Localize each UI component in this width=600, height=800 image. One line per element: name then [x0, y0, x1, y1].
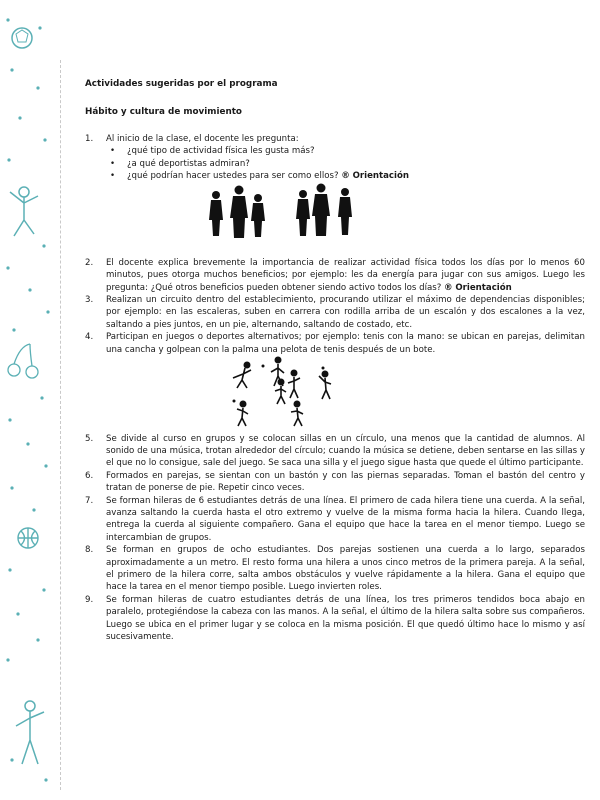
item-number: 1. [85, 133, 94, 144]
children-silhouettes-image [85, 182, 585, 252]
bullet-item [106, 170, 585, 182]
orientation-label: Orientación [455, 282, 512, 293]
child-jumping-icon [10, 187, 38, 236]
bullet-text: ¿qué podrían hacer ustedes para ser como ellos? [127, 171, 339, 182]
page-heading: Actividades sugeridas por el programa [85, 79, 278, 89]
bullet-item [106, 158, 585, 170]
item-number: 9. [85, 594, 94, 605]
item-text: El docente explica brevemente la importancia de realizar actividad física todos los días por lo menos 60 minutos, pues otorga muchos beneficios; por ejemplo: les da energía para jugar con sus amigos. Luego les pregunta: ¿Qué otros beneficios pueden obtener siendo activo todos los días? [106, 257, 585, 293]
list-item [85, 133, 585, 183]
list-item [85, 433, 585, 470]
soccer-ball-icon [12, 28, 32, 48]
child-standing-icon [16, 701, 44, 764]
list-item [85, 331, 585, 356]
item-text: Se divide al curso en grupos y se colocan sillas en un círculo, una menos que la cantidad de alumnos. Al sonido de una música, trotan alrededor del círculo; cuando la música se detiene, deben sentarse en las sillas y el que no lo consigue, sale del juego. Se saca una silla y el juego sigue hasta que quede el último participante. [106, 433, 585, 469]
question-bullets [106, 145, 585, 182]
list-item [85, 544, 585, 594]
margin-decoration [0, 0, 60, 800]
item-text: Se forman hileras de cuatro estudiantes detrás de una línea, los tres primeros tendidos boca abajo en paralelo, protegiéndose la cabeza con las manos. A la señal, el último de la hilera salta sobre sus compañeros. Luego se ubica en el primer lugar y se coloca en la misma posición. El que quedó último hace lo mismo y así sucesivamente. [106, 594, 585, 642]
item-text: Realizan un circuito dentro del establecimiento, procurando utilizar el máximo de dependencias disponibles; por ejemplo: en las escaleras, suben en carrera con rodilla arriba de un escalón y dos escalones a la vez, saltando a pies juntos, en un pie, alternando, saltando de costado, etc. [106, 295, 585, 330]
document-body [85, 78, 585, 643]
item-text: Formados en parejas, se sientan con un bastón y con las piernas separadas. Toman el bastón del centro y tratan de ponerse de pie. Repetir cinco veces. [106, 470, 585, 494]
list-item [85, 470, 585, 495]
item-number: 6. [85, 470, 94, 481]
bullet-item [106, 145, 585, 157]
orientation-symbol: ® [341, 171, 350, 182]
item-number: 3. [85, 295, 94, 306]
list-item [85, 594, 585, 644]
list-item [85, 294, 585, 331]
item-text: Participan en juegos o deportes alternativos; por ejemplo: tenis con la mano: se ubican en parejas, delimitan una cancha y golpean con la palma una pelota de tenis después de un bote. [106, 332, 585, 355]
orientation-label: Orientación [352, 171, 409, 182]
item-number: 5. [85, 433, 94, 444]
cherries-icon [8, 344, 38, 378]
margin-dashed-line [60, 60, 62, 790]
figure-group-silhouettes [85, 182, 585, 256]
section-heading: Hábito y cultura de movimiento [85, 107, 242, 118]
item-text: Se forman en grupos de ocho estudiantes. Dos parejas sostienen una cuerda a lo largo, separados aproximadamente a un metro. El resto forma una hilera a unos cinco metros de la primera pareja. A la señal, el primero de la hilera corre, salta ambos obstáculos y vuelve rápidamente a la hilera. Gana el equipo que hace la tarea en el menor tiempo posible. Luego invierten roles. [106, 545, 585, 593]
item-number: 8. [85, 545, 94, 556]
list-item [85, 495, 585, 545]
item-number: 4. [85, 332, 94, 343]
orientation-symbol: ® [444, 282, 453, 293]
list-item [85, 257, 585, 294]
activity-list [85, 133, 585, 644]
bullet-text: ¿qué tipo de actividad física les gusta más? [127, 146, 315, 157]
basketball-icon [18, 528, 38, 548]
figure-group-tennis [85, 356, 585, 432]
item-text: Al inicio de la clase, el docente les pregunta: [106, 133, 299, 144]
item-text: Se forman hileras de 6 estudiantes detrás de una línea. El primero de cada hilera tiene una cuerda. A la señal, avanza saltando la cuerda hasta el otro extremo y vuelve de la misma forma hacia la hilera. Cuando llega, entrega la cuerda al siguiente compañero. Gana el equipo que hace la tarea en el menor tiempo. Luego se intercambian de grupos. [106, 495, 585, 543]
item-number: 2. [85, 257, 94, 268]
bullet-text: ¿a qué deportistas admiran? [127, 158, 250, 169]
hand-tennis-silhouettes-image [85, 356, 585, 428]
item-number: 7. [85, 495, 94, 506]
